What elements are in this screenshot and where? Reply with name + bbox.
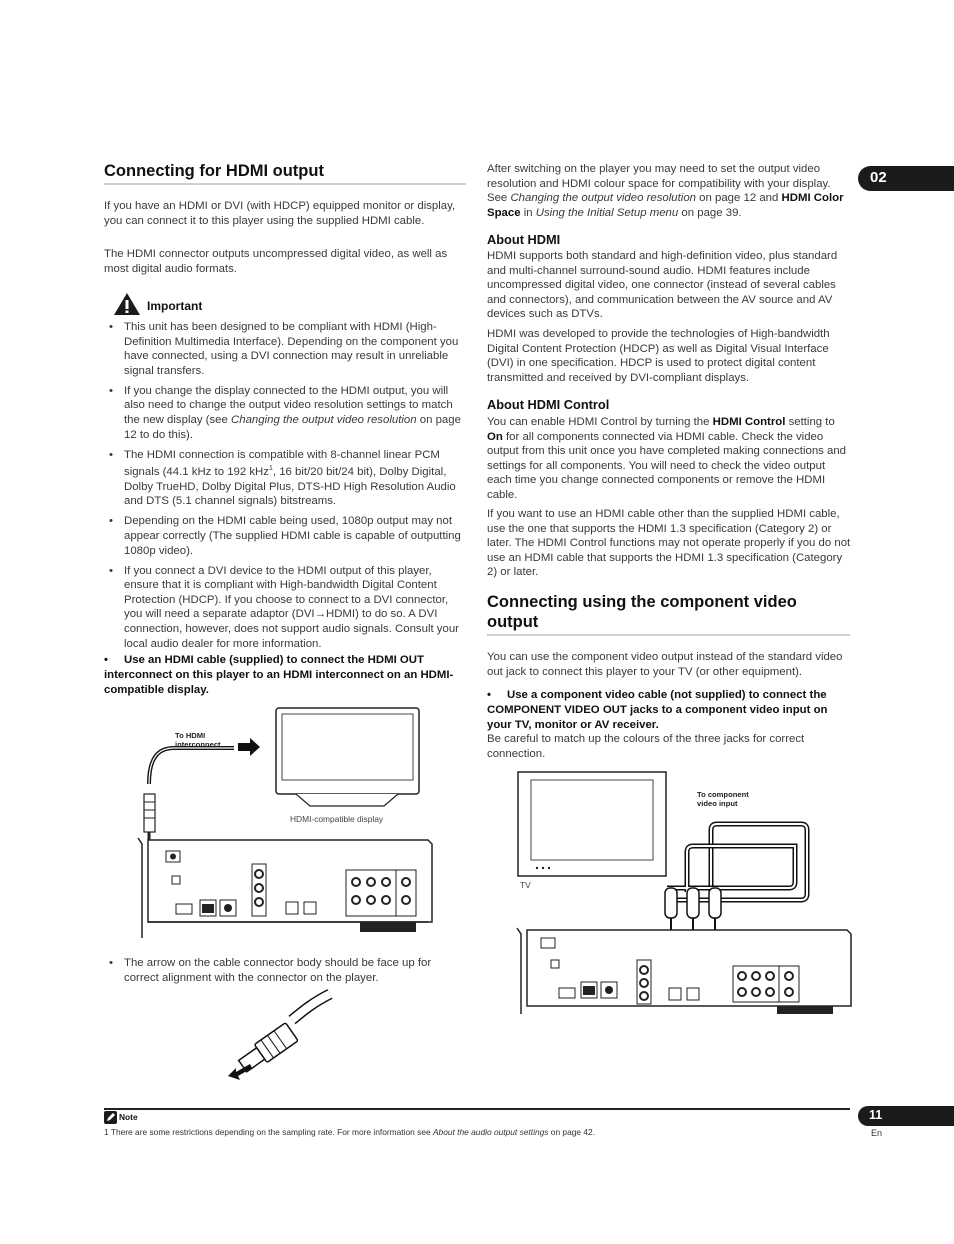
footnote-text: 1 There are some restrictions depending on the sampling rate. For more information see About the audio output settings on page 42. <box>104 1127 596 1137</box>
right-intro: After switching on the player you may need to set the output video resolution and HDMI colour space for compatibility with your display. See Changing the output video resolution on page 12 and HDMI Color Space in Using the Initial Setup menu on page 39. <box>487 163 844 219</box>
list-item: • The arrow on the cable connector body should be face up for correct alignment with the connector on the player. <box>104 956 468 985</box>
list-item: • If you connect a DVI device to the HDMI output of this player, ensure that it is compliant with High-bandwidth Digital Content Protection (HDCP). If you choose to connect to a DVI connector, you will need a separate adaptor (DVI→HDMI) to do so. A DVI connection, however, does not support audio signals. Consult your local audio dealer for more information. <box>104 564 468 652</box>
rca-plugs <box>665 888 721 930</box>
important-bullets <box>104 320 468 657</box>
hdmi-cable <box>149 748 234 784</box>
component-step: • Use a component video cable (not supplied) to connect the COMPONENT VIDEO OUT jacks to a component video input on your TV, monitor or AV receiver. <box>487 689 828 731</box>
about-control-p1: You can enable HDMI Control by turning the HDMI Control setting to On for all components connected via HDMI cable. Check the video output from this unit once you have completed making connections and settings for all components. You will need to check the video output each time you change connected components or remove the HDMI cable. <box>487 416 847 501</box>
section-rule-component <box>487 634 850 636</box>
arrow-bullet-list <box>104 956 468 991</box>
component-p2: Be careful to match up the colours of the three jacks for correct connection. <box>487 733 805 760</box>
page-lang: En <box>871 1128 883 1138</box>
footnote-rule <box>104 1108 850 1110</box>
player-rear <box>517 928 851 1014</box>
list-item: • If you change the display connected to the HDMI output, you will also need to change the output video resolution settings to match the new display (see Changing the output video resolution on page 12 to do this). <box>104 384 468 442</box>
hdmi-intro-1: If you have an HDMI or DVI (with HDCP) equipped monitor or display, you can connect it to this player using the supplied HDMI cable. <box>104 200 456 227</box>
tv-screen <box>531 780 653 860</box>
about-control-heading: About HDMI Control <box>487 397 610 412</box>
about-control-p2: If you want to use an HDMI cable other than the supplied HDMI cable, use the one that supports the HDMI 1.3 specification (Category 2) or later. The HDMI Control functions may not operate properly if you do not use an HDMI cable that supports the HDMI 1.3 specification (Category 2) or later. <box>487 508 851 579</box>
display-stand <box>296 794 398 806</box>
important-label: Important <box>147 299 203 313</box>
hdmi-step: • Use an HDMI cable (supplied) to connect the HDMI OUT interconnect on this player to an HDMI interconnect on an HDMI-compatible display. <box>104 654 454 696</box>
fig1-caption: HDMI-compatible display <box>290 814 384 824</box>
note-icon <box>104 1111 117 1124</box>
step-bullet: • <box>487 689 491 701</box>
section-title-component: Connecting using the component video output <box>487 593 797 631</box>
warning-icon <box>113 292 141 316</box>
fig1-label: To HDMI interconnect <box>175 731 221 749</box>
fig2-label: To component video input <box>697 790 749 808</box>
arrow-icon <box>228 1064 252 1080</box>
list-item: • This unit has been designed to be compliant with HDMI (High-Definition Multimedia Interface). Depending on the component you have connected, using a DVI connection may result in unreliable signal transfers. <box>104 320 468 378</box>
list-item: • The HDMI connection is compatible with 8-channel linear PCM signals (44.1 kHz to 192 kHz$^1$, 16 bit/20 bit/24 bit), Dolby Digital, Dolby TrueHD, Dolby Digital Plus, DTS-HD High Resolution Audio and DTS (5.1 channel signals) bitstreams. <box>104 448 468 509</box>
display-screen <box>282 714 413 780</box>
about-hdmi-p1: HDMI supports both standard and high-definition video, plus standard and multi-channel surround-sound audio. HDMI features include uncompressed digital video, one connector (instead of several cables and connectors), and communication between the AV source and AV devices such as DTVs. <box>487 250 838 321</box>
important-box <box>113 292 413 318</box>
component-p1: You can use the component video output instead of the standard video out jack to connect this player to your TV (or other equipment). <box>487 651 843 678</box>
section-title-hdmi: Connecting for HDMI output <box>104 162 324 180</box>
chapter-tab: 02 <box>858 166 954 191</box>
hdmi-plug-closeup <box>224 992 354 1082</box>
step-bullet: • <box>104 654 108 666</box>
arrow-icon <box>238 738 260 756</box>
hdmi-intro-2: The HDMI connector outputs uncompressed digital video, as well as most digital audio formats. <box>104 248 448 275</box>
about-hdmi-heading: About HDMI <box>487 232 561 247</box>
hdmi-diagram <box>128 706 434 946</box>
about-hdmi-p2: HDMI was developed to provide the technologies of High-bandwidth Digital Content Protection (HDCP) as well as Digital Visual Interface (DVI) in one specification. HDCP is used to protect digital content transmitted and received by DVI-compliant displays. <box>487 328 830 384</box>
page-number-tab: 11 <box>858 1106 954 1126</box>
list-item: • Depending on the HDMI cable being used, 1080p output may not appear correctly (The supplied HDMI cable is capable of outputting 1080p video). <box>104 514 468 558</box>
section-rule-hdmi <box>104 183 466 185</box>
fig2-tv-label: TV <box>520 880 531 890</box>
component-diagram <box>515 770 855 1014</box>
hdmi-plug <box>144 794 155 832</box>
